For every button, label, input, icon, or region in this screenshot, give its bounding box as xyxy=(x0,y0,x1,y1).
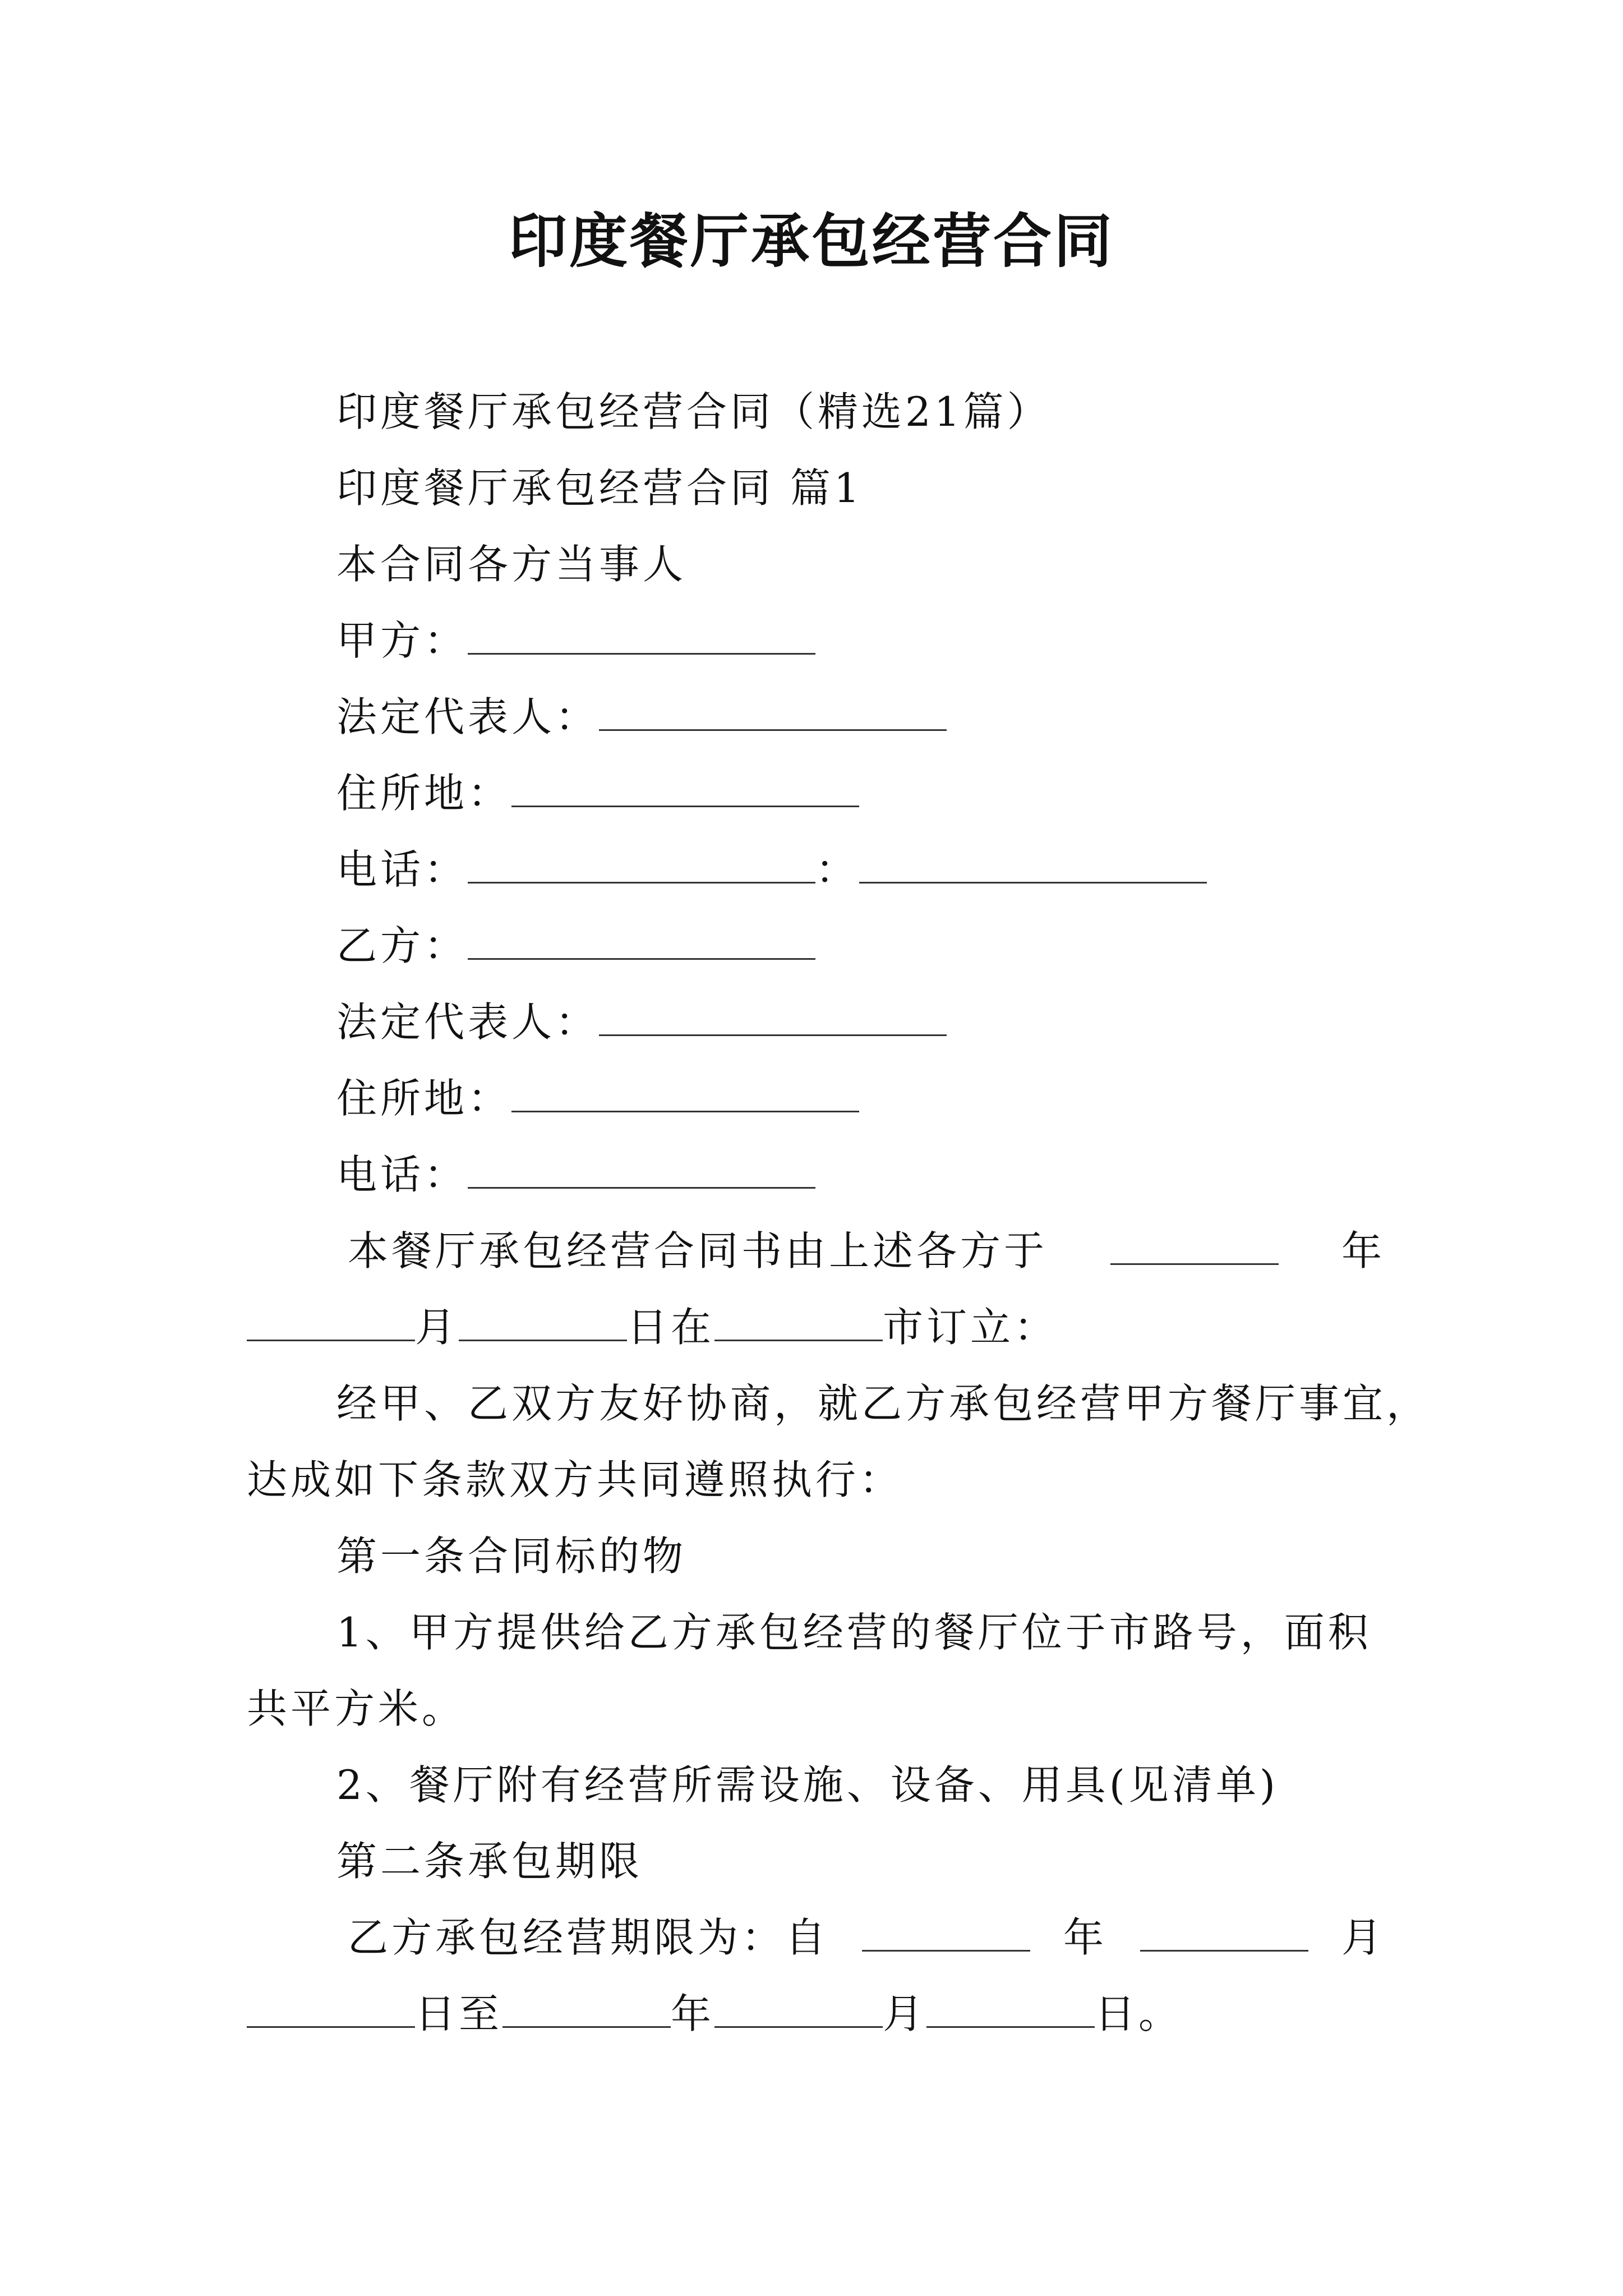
term-end-month-label: 月 xyxy=(883,1990,927,2037)
phone-a-blank-2 xyxy=(859,845,1207,884)
phone-a-blank-1 xyxy=(468,845,815,884)
address-b-label: 住所地： xyxy=(336,1075,512,1122)
term-start-month-blank xyxy=(1140,1913,1308,1952)
signing-month-blank xyxy=(247,1303,415,1341)
address-a-label: 住所地： xyxy=(336,770,512,817)
legal-rep-b-label: 法定代表人： xyxy=(336,999,600,1046)
parties-heading: 本合同各方当事人 xyxy=(336,541,687,588)
term-end-month-blank xyxy=(714,1989,883,2028)
article-1-item-2: 2、餐厅附有经营所需设施、设备、用具(见清单) xyxy=(336,1761,1279,1809)
legal-rep-a-row xyxy=(336,689,947,745)
party-a-label: 甲方： xyxy=(336,617,468,664)
signing-year-blank xyxy=(1110,1226,1279,1265)
intro-line-2: 达成如下条款双方共同遵照执行： xyxy=(247,1456,903,1503)
phone-a-row xyxy=(336,841,1207,898)
party-b-blank xyxy=(468,921,815,960)
signing-line-1 xyxy=(247,1223,1385,1279)
article-2-heading: 第二条承包期限 xyxy=(336,1838,643,1885)
term-text: 乙方承包经营期限为：自 xyxy=(348,1914,829,1961)
signing-day-label: 日在 xyxy=(627,1304,715,1351)
document-title: 印度餐厅承包经营合同 xyxy=(508,207,1114,275)
address-a-row xyxy=(336,765,859,821)
term-line-2 xyxy=(247,1986,1182,2042)
term-end-year-blank xyxy=(502,1989,671,2028)
article-1-item-1-line-1: 1、甲方提供给乙方承包经营的餐厅位于市路号，面积 xyxy=(336,1609,1372,1656)
phone-b-row xyxy=(336,1147,815,1203)
article-1-item-1-line-2: 共平方米。 xyxy=(247,1685,466,1732)
subtitle: 印度餐厅承包经营合同（精选21篇） xyxy=(336,388,1051,435)
party-b-label: 乙方： xyxy=(336,922,468,969)
term-start-year-blank xyxy=(862,1913,1030,1952)
term-start-day-blank xyxy=(247,1989,415,2028)
signing-text: 本餐厅承包经营合同书由上述各方于 xyxy=(348,1227,1048,1274)
phone-a-separator: ： xyxy=(815,846,860,893)
term-start-year-label: 年 xyxy=(1063,1914,1107,1961)
term-end-day-label: 日。 xyxy=(1095,1990,1183,2037)
legal-rep-b-blank xyxy=(599,997,947,1036)
legal-rep-b-row xyxy=(336,994,947,1050)
address-b-row xyxy=(336,1070,859,1126)
term-end-year-label: 年 xyxy=(671,1990,715,2037)
party-a-row xyxy=(336,613,815,669)
address-a-blank xyxy=(511,769,859,807)
term-start-month-label: 月 xyxy=(1341,1914,1385,1961)
address-b-blank xyxy=(511,1074,859,1112)
term-end-day-blank xyxy=(926,1989,1095,2028)
chapter-heading: 印度餐厅承包经营合同 篇1 xyxy=(336,464,863,512)
legal-rep-a-label: 法定代表人： xyxy=(336,693,600,740)
intro-line-1: 经甲、乙双方友好协商，就乙方承包经营甲方餐厅事宜， xyxy=(336,1380,1431,1427)
signing-city-label: 市订立： xyxy=(883,1304,1058,1351)
party-a-blank xyxy=(468,616,815,655)
article-1-heading: 第一条合同标的物 xyxy=(336,1533,687,1580)
signing-day-blank xyxy=(459,1303,627,1341)
phone-b-label: 电话： xyxy=(336,1151,468,1198)
signing-city-blank xyxy=(714,1303,883,1341)
signing-line-2 xyxy=(247,1299,1058,1355)
signing-year-label: 年 xyxy=(1341,1227,1385,1274)
phone-b-blank xyxy=(468,1150,815,1189)
term-line-1 xyxy=(247,1910,1385,1966)
term-day-to-label: 日至 xyxy=(415,1990,503,2037)
party-b-row xyxy=(336,918,815,974)
phone-a-label: 电话： xyxy=(336,846,468,893)
legal-rep-a-blank xyxy=(599,692,947,731)
signing-month-label: 月 xyxy=(415,1304,459,1351)
